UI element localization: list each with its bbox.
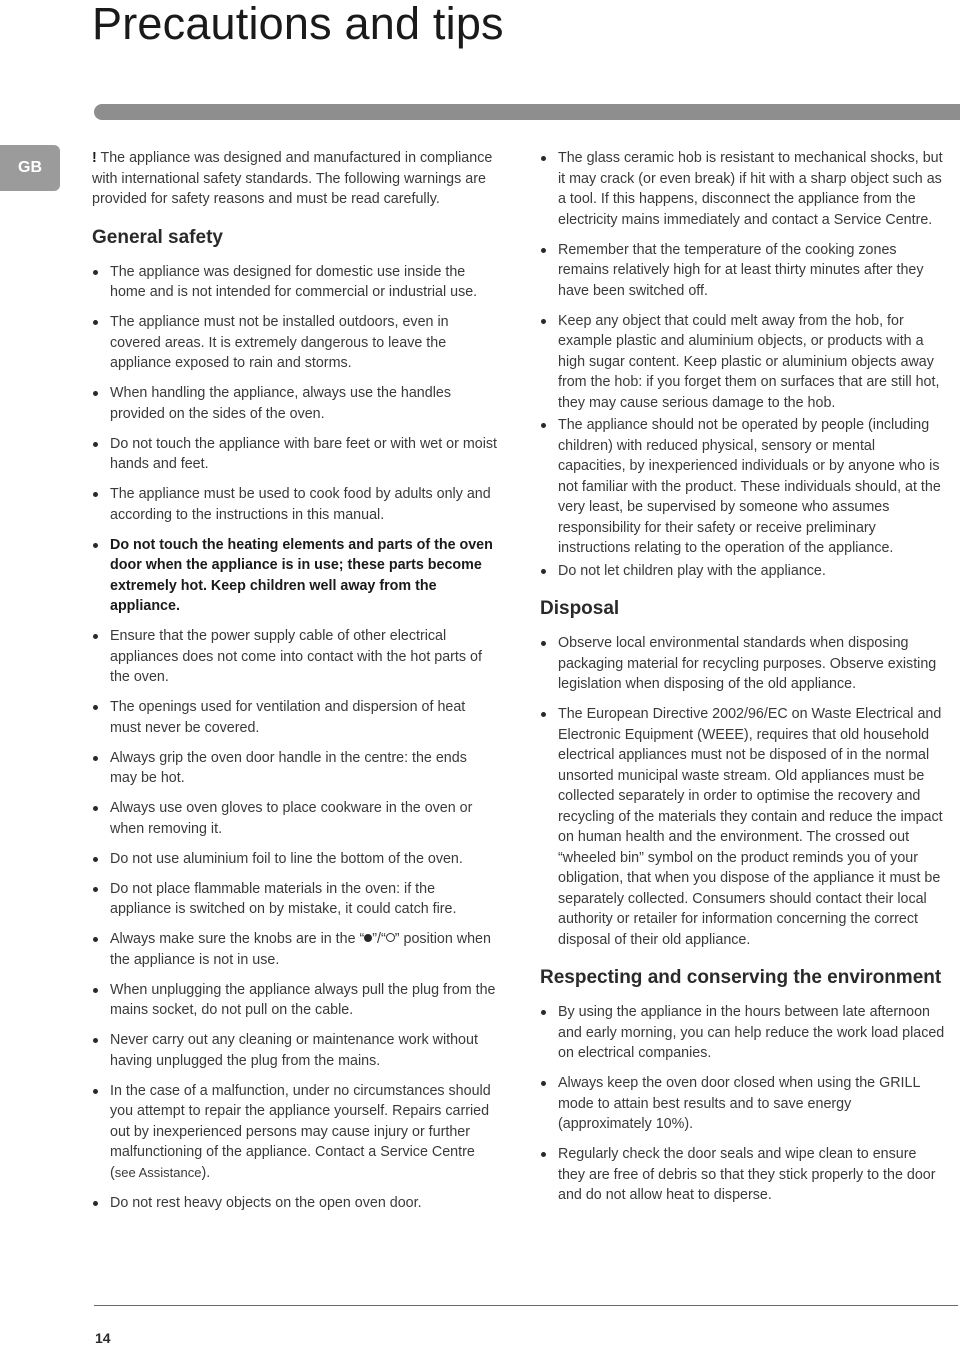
knob-off-ring-icon (386, 933, 395, 942)
footer-rule (94, 1305, 958, 1306)
page-title: Precautions and tips (92, 0, 504, 49)
malfunction-text-end: ). (201, 1164, 211, 1181)
list-item-warning: Do not touch the heating elements and parts of the oven door when the appliance is in use; these parts become extremely hot. Keep children well away from the appliance. (92, 535, 497, 617)
knobs-text-before: Always make sure the knobs are in the “ (110, 931, 365, 947)
malfunction-text: In the case of a malfunction, under no circumstances should you attempt to repair the appliance yourself. Repairs carried out by inexperienced persons may cause injury or further malfunctioning of the appliance. Contact a Service Centre ( (110, 1082, 491, 1181)
list-item: The glass ceramic hob is resistant to mechanical shocks, but it may crack (or even break) if hit with a sharp object such as a tool. If this happens, disconnect the appliance from the electricity mains immediately and contact a Service Centre. (540, 148, 945, 230)
assistance-reference: see Assistance (114, 1164, 202, 1180)
list-item: Never carry out any cleaning or maintenance work without having unplugged the plug from the mains. (92, 1030, 497, 1071)
list-item-malfunction (92, 1081, 497, 1184)
list-item-knobs (92, 929, 497, 970)
list-item: Always keep the oven door closed when using the GRILL mode to attain best results and to save energy (approximately 10%). (540, 1073, 945, 1135)
section-heading-general-safety: General safety (92, 226, 223, 248)
list-item: Do not place flammable materials in the oven: if the appliance is switched on by mistake, it could catch fire. (92, 879, 497, 920)
left-column (92, 148, 497, 1223)
warning-mark: ! (92, 150, 97, 166)
intro-paragraph (92, 148, 497, 210)
section-heading-environment: Respecting and conserving the environment (540, 967, 942, 988)
list-item: The appliance must be used to cook food by adults only and according to the instructions in this manual. (92, 484, 497, 525)
list-item: When unplugging the appliance always pull the plug from the mains socket, do not pull on the cable. (92, 980, 497, 1021)
list-item: Do not use aluminium foil to line the bottom of the oven. (92, 849, 497, 870)
disposal-list (540, 633, 945, 950)
knobs-text-middle: ”/“ (372, 931, 386, 947)
list-item: Observe local environmental standards when disposing packaging material for recycling purposes. Observe existing legislation when disposing of the old appliance. (540, 633, 945, 695)
hob-safety-list (540, 148, 945, 581)
language-tab: GB (0, 145, 60, 191)
list-item: By using the appliance in the hours between late afternoon and early morning, you can help reduce the work load placed on electrical companies. (540, 1002, 945, 1064)
list-item: Do not let children play with the appliance. (540, 561, 945, 582)
list-item: Do not rest heavy objects on the open oven door. (92, 1193, 497, 1214)
list-item: Regularly check the door seals and wipe clean to ensure they are free of debris so that they stick properly to the door and do not allow heat to disperse. (540, 1144, 945, 1206)
general-safety-list (92, 262, 497, 1214)
list-item: The appliance was designed for domestic use inside the home and is not intended for commercial or industrial use. (92, 262, 497, 303)
list-item: Keep any object that could melt away from the hob, for example plastic and aluminium objects, or products with a high sugar content. Keep plastic or aluminium objects away from the hob: if you forget them on surfaces that are still hot, they may cause serious damage to the hob. (540, 311, 945, 414)
list-item: Always use oven gloves to place cookware in the oven or when removing it. (92, 798, 497, 839)
knobs-text-after: ” position when the appliance is not in use. (110, 931, 491, 968)
list-item: Ensure that the power supply cable of other electrical appliances does not come into contact with the hot parts of the oven. (92, 626, 497, 688)
intro-text: The appliance was designed and manufactured in compliance with international safety standards. The following warnings are provided for safety reasons and must be read carefully. (92, 150, 493, 207)
list-item: Do not touch the appliance with bare feet or with wet or moist hands and feet. (92, 434, 497, 475)
list-item: The European Directive 2002/96/EC on Waste Electrical and Electronic Equipment (WEEE), requires that old household electrical appliances must not be disposed of in the normal unsorted municipal waste stream. Old appliances must be collected separately in order to optimise the recovery and recycling of the materials they contain and reduce the impact on human health and the environment. The crossed out “wheeled bin” symbol on the product reminds you of your obligation, that when you dispose of the appliance it must be separately collected. Consumers should contact their local authority or retailer for information concerning the correct disposal of their old appliance. (540, 704, 945, 950)
list-item: The appliance must not be installed outdoors, even in covered areas. It is extremely dangerous to leave the appliance exposed to rain and storms. (92, 312, 497, 374)
title-rule (94, 104, 960, 120)
list-item: The appliance should not be operated by people (including children) with reduced physical, sensory or mental capacities, by inexperienced individuals or by anyone who is not familiar with the product. These individuals should, at the very least, be supervised by someone who assumes responsibility for their safety or receive preliminary instructions relating to the operation of the appliance. (540, 415, 945, 559)
list-item: When handling the appliance, always use the handles provided on the sides of the oven. (92, 383, 497, 424)
environment-list (540, 1002, 945, 1206)
right-column (540, 148, 945, 1215)
section-heading-disposal: Disposal (540, 598, 620, 619)
list-item: Always grip the oven door handle in the centre: the ends may be hot. (92, 748, 497, 789)
page-number: 14 (95, 1330, 111, 1346)
list-item: Remember that the temperature of the cooking zones remains relatively high for at least thirty minutes after they have been switched off. (540, 240, 945, 302)
list-item: The openings used for ventilation and dispersion of heat must never be covered. (92, 697, 497, 738)
